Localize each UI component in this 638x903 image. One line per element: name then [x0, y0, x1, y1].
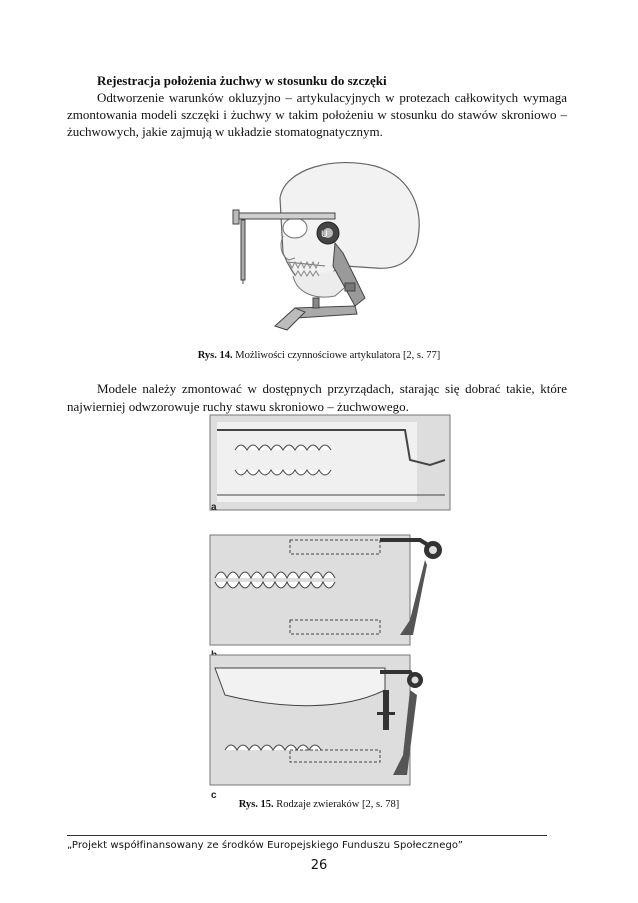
figure-15-caption [0, 798, 638, 811]
figure-15-caption-text: Rodzaje zwieraków [2, s. 78] [276, 799, 400, 810]
figure-15-label: Rys. 15. [238, 799, 274, 810]
figure-14-caption-text: Możliwości czynnościowe artykulatora [2, s. 77] [235, 350, 441, 361]
paragraph-models: Modele należy zmontować w dostępnych przyrządach, starając się dobrać takie, które najwierniej odwzorowuje ruchy stawu skroniowo – żuchwowego. [67, 381, 567, 414]
panel-a [210, 415, 450, 513]
figure-14-caption [0, 349, 638, 362]
paragraph-intro: Odtworzenie warunków okluzyjno – artykulacyjnych w protezach całkowitych wymaga zmontowania modeli szczęki i żuchwy w takim położeniu w stosunku do stawów skroniowo – żuchwowych, jakie zajmują w układzie stomatognatycznym. [67, 90, 567, 139]
figure-15-occluders [205, 410, 460, 801]
footer-funding-note: „Projekt współfinansowany ze środków Europejskiego Funduszu Społecznego” [67, 840, 464, 851]
page-number: 26 [310, 858, 328, 873]
svg-text:U: U [321, 230, 328, 240]
section-heading: Rejestracja położenia żuchwy w stosunku do szczęki [97, 73, 387, 88]
panel-a-label: a [211, 502, 217, 513]
panel-c-label: c [211, 790, 217, 801]
footer-divider [67, 835, 547, 836]
panel-b [210, 535, 442, 661]
figure-14-articulator-skull [225, 158, 425, 344]
figure-14-label: Rys. 14. [197, 350, 233, 361]
panel-c [210, 655, 423, 801]
